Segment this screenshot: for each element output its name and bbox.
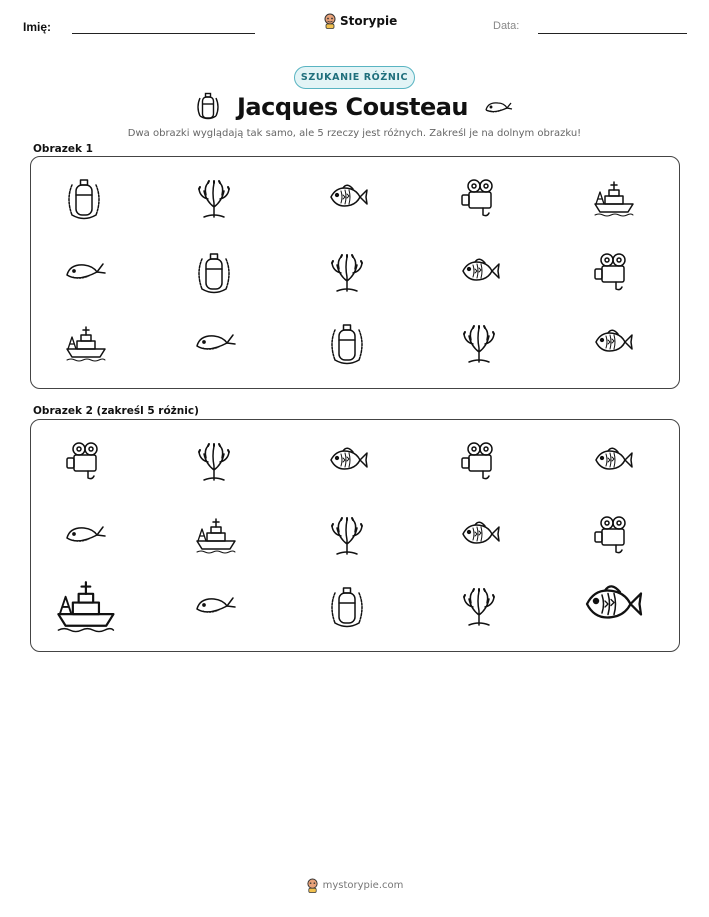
whale-icon [194,322,238,366]
film-camera-icon[interactable] [459,440,503,484]
picture-2-label: Obrazek 2 (zakreśl 5 różnic) [33,405,199,417]
whale-icon [484,97,514,117]
boat-icon [592,177,636,221]
fish-icon [459,251,503,295]
coral-icon [194,177,238,221]
picture-1-panel [30,156,680,389]
title-row [0,92,709,122]
diving-tank-icon[interactable] [327,585,371,629]
footer [0,878,709,893]
storypie-logo [323,13,397,29]
whale-icon[interactable] [64,514,108,558]
coral-icon [459,322,503,366]
name-field-line[interactable] [72,33,255,34]
fish-icon [592,322,636,366]
whale-icon[interactable] [194,585,238,629]
worksheet-title: Jacques Cousteau [236,93,469,121]
fish-icon[interactable] [581,574,647,640]
name-label: Imię: [23,20,52,34]
boat-icon[interactable] [194,514,238,558]
coral-icon[interactable] [194,440,238,484]
diving-tank-icon [194,251,238,295]
diving-tank-icon [327,322,371,366]
boat-icon [64,322,108,366]
date-label: Data: [493,20,520,32]
coral-icon [327,251,371,295]
mascot-icon [323,13,337,29]
coral-icon[interactable] [459,585,503,629]
instructions: Dwa obrazki wyglądają tak samo, ale 5 rzeczy jest różnych. Zakreśl je na dolnym obrazku! [127,128,582,139]
fish-icon [327,177,371,221]
diving-tank-icon [64,177,108,221]
activity-badge: SZUKANIE RÓŻNIC [294,66,415,89]
mascot-icon [306,878,319,893]
fish-icon[interactable] [459,514,503,558]
film-camera-icon [592,251,636,295]
footer-url: mystorypie.com [322,880,404,891]
fish-icon[interactable] [327,440,371,484]
coral-icon[interactable] [327,514,371,558]
boat-icon[interactable] [54,575,118,639]
diving-tank-icon [195,92,221,122]
picture-2-panel[interactable] [30,419,680,652]
fish-icon[interactable] [592,440,636,484]
date-field-line[interactable] [538,33,687,34]
film-camera-icon[interactable] [64,440,108,484]
film-camera-icon [459,177,503,221]
picture-1-label: Obrazek 1 [33,143,93,155]
whale-icon [64,251,108,295]
film-camera-icon[interactable] [592,514,636,558]
brand-name: Storypie [340,14,398,28]
